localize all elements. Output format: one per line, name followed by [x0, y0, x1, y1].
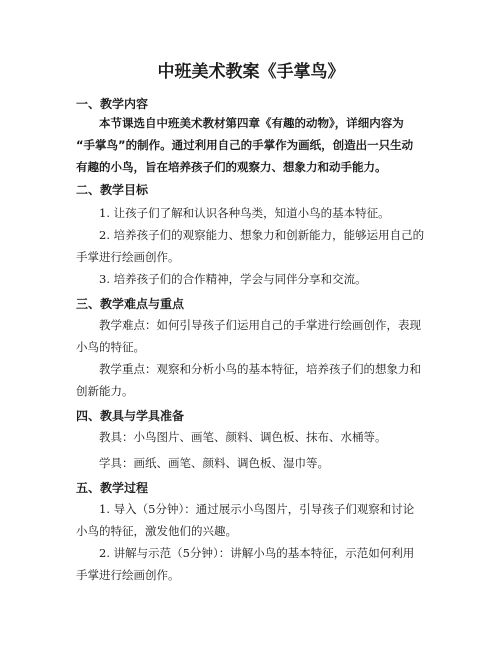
paragraph-objective-3: 3. 培养孩子们的合作精神，学会与同伴分享和交流。 [99, 272, 367, 286]
section-heading-objectives: 二、教学目标 [76, 183, 149, 197]
paragraph-step-2: 2. 讲解与示范（5分钟）：讲解小鸟的基本特征，示范如何利用 手掌进行绘画创作。 [76, 546, 415, 582]
section-heading-content: 一、教学内容 [76, 97, 149, 111]
paragraph-objective-2: 2. 培养孩子们的观察能力、想象力和创新能力，能够运用自己的 手掌进行绘画创作。 [76, 228, 425, 264]
paragraph-key-point: 教学重点：观察和分析小鸟的基本特征，培养孩子们的想象力和 创新能力。 [76, 362, 421, 398]
paragraph-teaching-aids: 教具：小鸟图片、画笔、颜料、调色板、抹布、水桶等。 [99, 430, 387, 444]
paragraph-step-1: 1. 导入（5分钟）：通过展示小鸟图片，引导孩子们观察和讨论 小鸟的特征，激发他们的兴趣。 [76, 502, 415, 538]
section-heading-difficulties: 三、教学难点与重点 [76, 297, 185, 311]
section-heading-materials: 四、教具与学具准备 [76, 409, 185, 423]
section-heading-process: 五、教学过程 [76, 481, 149, 495]
paragraph-content: 本节课选自中班美术教材第四章《有趣的动物》，详细内容为 “手掌鸟”的制作。通过利用自己的手掌作为画纸，创造出一只生动 有趣的小鸟，旨在培养孩子们的观察力、想象力和动手能力。 [76, 116, 414, 174]
paragraph-objective-1: 1. 让孩子们了解和认识各种鸟类，知道小鸟的基本特征。 [99, 206, 390, 220]
paragraph-student-aids: 学具：画纸、画笔、颜料、调色板、湿巾等。 [99, 456, 329, 470]
paragraph-difficulty: 教学难点：如何引导孩子们运用自己的手掌进行绘画创作，表现 小鸟的特征。 [76, 318, 421, 354]
document-title: 中班美术教案《手掌鸟》 [157, 62, 345, 82]
